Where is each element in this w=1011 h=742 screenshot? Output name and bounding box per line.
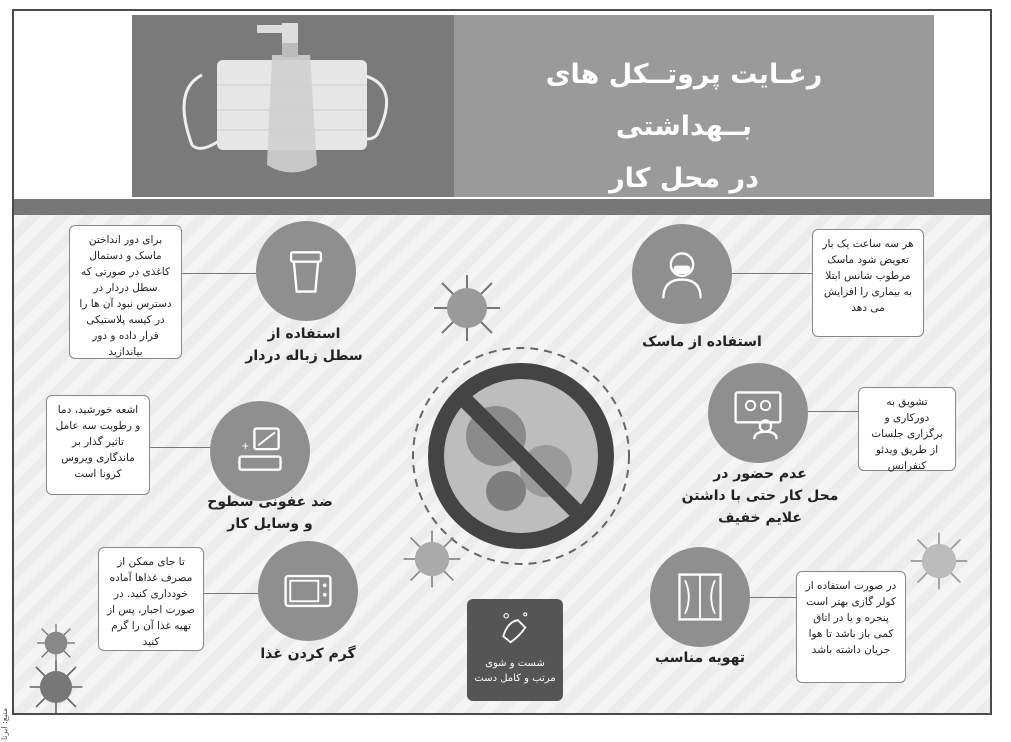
handwash-line-2: مرتب و کامل دست [474,673,556,684]
trash-title [204,323,404,367]
virus-icon [28,659,84,715]
mask-title: استفاده از ماسک [642,334,762,350]
disinfect-circle [210,401,310,501]
connector-line [750,597,796,598]
trash-circle [256,221,356,321]
page-title [504,49,864,205]
mask-sanitizer-photo [132,15,454,197]
heat-title: گرم کردن غذا [260,646,356,662]
svg-text:+: + [241,441,250,453]
virus-icon [36,623,76,663]
virus-icon [909,531,969,591]
trash-bin-icon [278,243,334,299]
title-line-2: در محل کار [609,163,759,194]
trash-note: برای دور انداختن ماسک و دستمال کاغذی در صورتی که سطل دردار در دسترس نبود آن ها را در کیسه پلاستیکی قرار داده و دور بیاندازید [69,225,182,359]
trash-title-line-1: استفاده از [267,326,341,342]
header [14,11,990,199]
connector-line [204,593,258,594]
ventilation-circle [650,547,750,647]
remote-title [670,463,850,529]
mask-person-icon [654,246,710,302]
computer-disinfect-icon [232,423,288,479]
connector-line [732,273,812,274]
heat-circle [258,541,358,641]
handwash-box [467,599,563,701]
virus-icon [432,273,502,343]
connector-line [808,411,858,412]
mask-circle [632,224,732,324]
trash-title-line-2: سطل زباله دردار [245,348,363,364]
connector-line [150,447,210,448]
side-credit: منبع: ایرنا [0,707,9,740]
disinfect-note: اشعه خورشید، دما و رطوبت سه عامل تاثیر گذار بر ماندگاری ویروس کرونا است [46,395,150,495]
hand-wash-icon [493,607,537,651]
connector-line [182,273,256,274]
microwave-icon [280,563,336,619]
remote-title-line-1: عدم حضور در [713,466,807,482]
disinfect-title-line-2: و وسایل کار [227,516,313,532]
window-icon [672,569,728,625]
remote-note: تشویق به دورکاری و برگزاری جلسات از طریق ویدئو کنفرانس [858,387,956,471]
remote-title-line-3: علایم خفیف [718,510,802,526]
mask-note: هر سه ساعت یک بار تعویض شود ماسک مرطوب شانس ابتلا به بیماری را افزایش می دهد [812,229,924,337]
remote-circle [708,363,808,463]
disinfect-title-line-1: ضد عفونی سطوح [207,494,333,510]
ventilation-title: تهویه مناسب [654,650,746,666]
heat-note: تا جای ممکن از مصرف غذاها آماده خودداری کنید. در صورت اجبار، پس از تهیه غذا آن را گرم کنید [98,547,204,651]
title-box [454,15,934,197]
virus-icon [402,529,462,589]
title-line-1: رعـایت پروتــکل های بــهداشتی [545,59,823,142]
disinfect-title [170,491,370,535]
handwash-line-1: شست و شوی [485,658,545,669]
divider-band [14,199,990,215]
video-conference-icon [730,385,786,441]
remote-title-line-2: محل کار حتی با داشتن [681,488,839,504]
infographic-frame [12,9,992,715]
ventilation-note: در صورت استفاده از کولر گازی بهتر است پنجره و یا در اتاق کمی باز باشد تا هوا جریان داشته باشد [796,571,906,683]
